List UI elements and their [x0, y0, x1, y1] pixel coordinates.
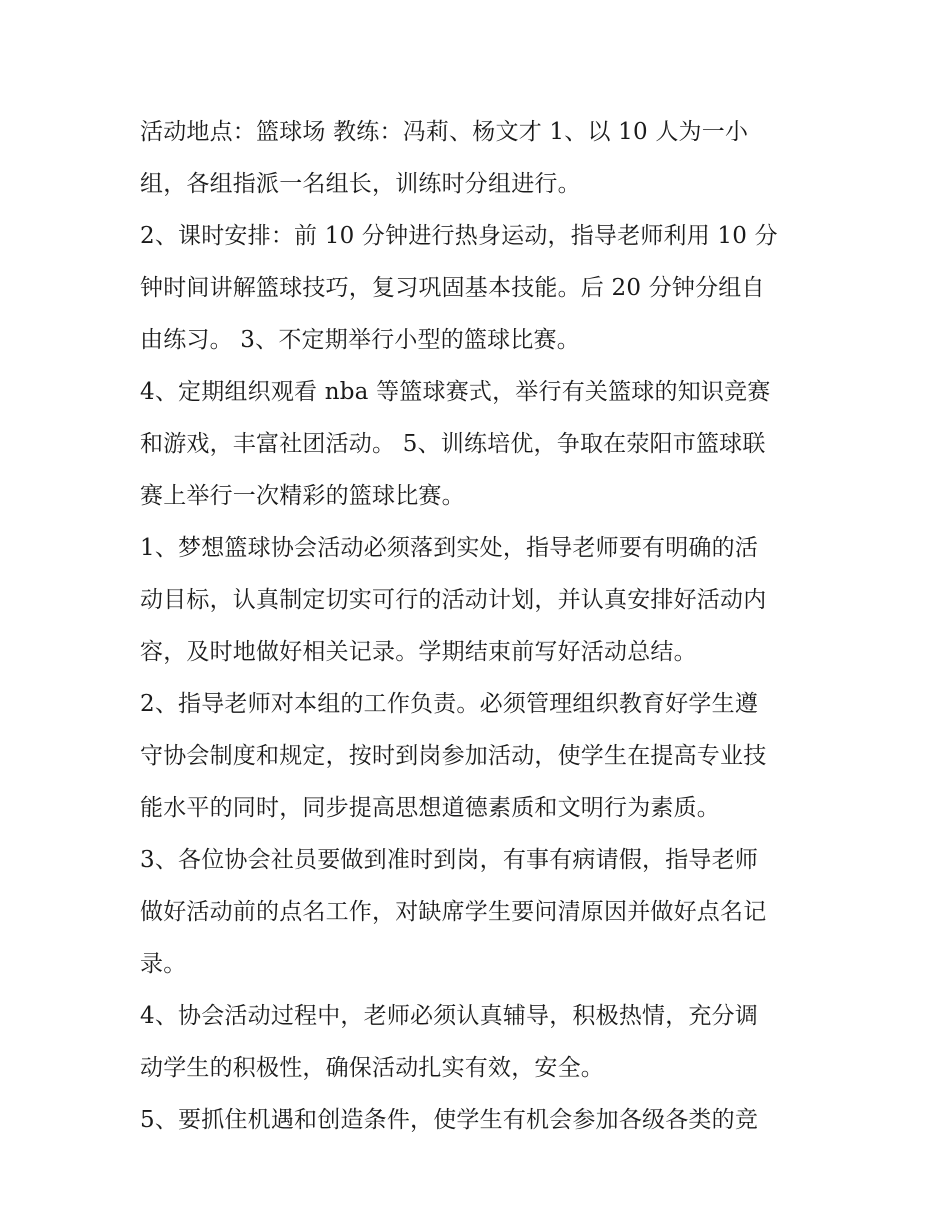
text-line: 4、定期组织观看 nba 等篮球赛式，举行有关篮球的知识竞赛 — [140, 379, 771, 405]
text-line: 录。 — [140, 951, 187, 977]
text-line: 和游戏，丰富社团活动。 5、训练培优，争取在荥阳市篮球联 — [140, 431, 766, 457]
text-line: 4、协会活动过程中，老师必须认真辅导，积极热情，充分调 — [140, 1003, 759, 1029]
text-line: 钟时间讲解篮球技巧，复习巩固基本技能。后 20 分钟分组自 — [140, 275, 765, 301]
text-line: 2、课时安排：前 10 分钟进行热身运动，指导老师利用 10 分 — [140, 223, 778, 249]
text-line: 赛上举行一次精彩的篮球比赛。 — [140, 483, 465, 509]
text-line: 做好活动前的点名工作，对缺席学生要问清原因并做好点名记 — [140, 899, 767, 925]
text-line: 动学生的积极性，确保活动扎实有效，安全。 — [140, 1055, 604, 1081]
text-line: 3、各位协会社员要做到准时到岗，有事有病请假，指导老师 — [140, 847, 759, 873]
text-line: 活动地点：篮球场 教练：冯莉、杨文才 1、以 10 人为一小 — [140, 119, 749, 145]
text-line: 能水平的同时，同步提高思想道德素质和文明行为素质。 — [140, 795, 720, 821]
text-line: 组，各组指派一名组长，训练时分组进行。 — [140, 171, 581, 197]
text-line: 1、梦想篮球协会活动必须落到实处，指导老师要有明确的活 — [140, 535, 759, 561]
text-line: 5、要抓住机遇和创造条件，使学生有机会参加各级各类的竞 — [140, 1107, 759, 1133]
text-line: 守协会制度和规定，按时到岗参加活动，使学生在提高专业技 — [140, 743, 767, 769]
document-body — [140, 106, 820, 1146]
text-line: 由练习。 3、不定期举行小型的篮球比赛。 — [140, 327, 580, 353]
text-line: 容，及时地做好相关记录。学期结束前写好活动总结。 — [140, 639, 697, 665]
text-line: 2、指导老师对本组的工作负责。必须管理组织教育好学生遵 — [140, 691, 759, 717]
text-line: 动目标，认真制定切实可行的活动计划，并认真安排好活动内 — [140, 587, 767, 613]
